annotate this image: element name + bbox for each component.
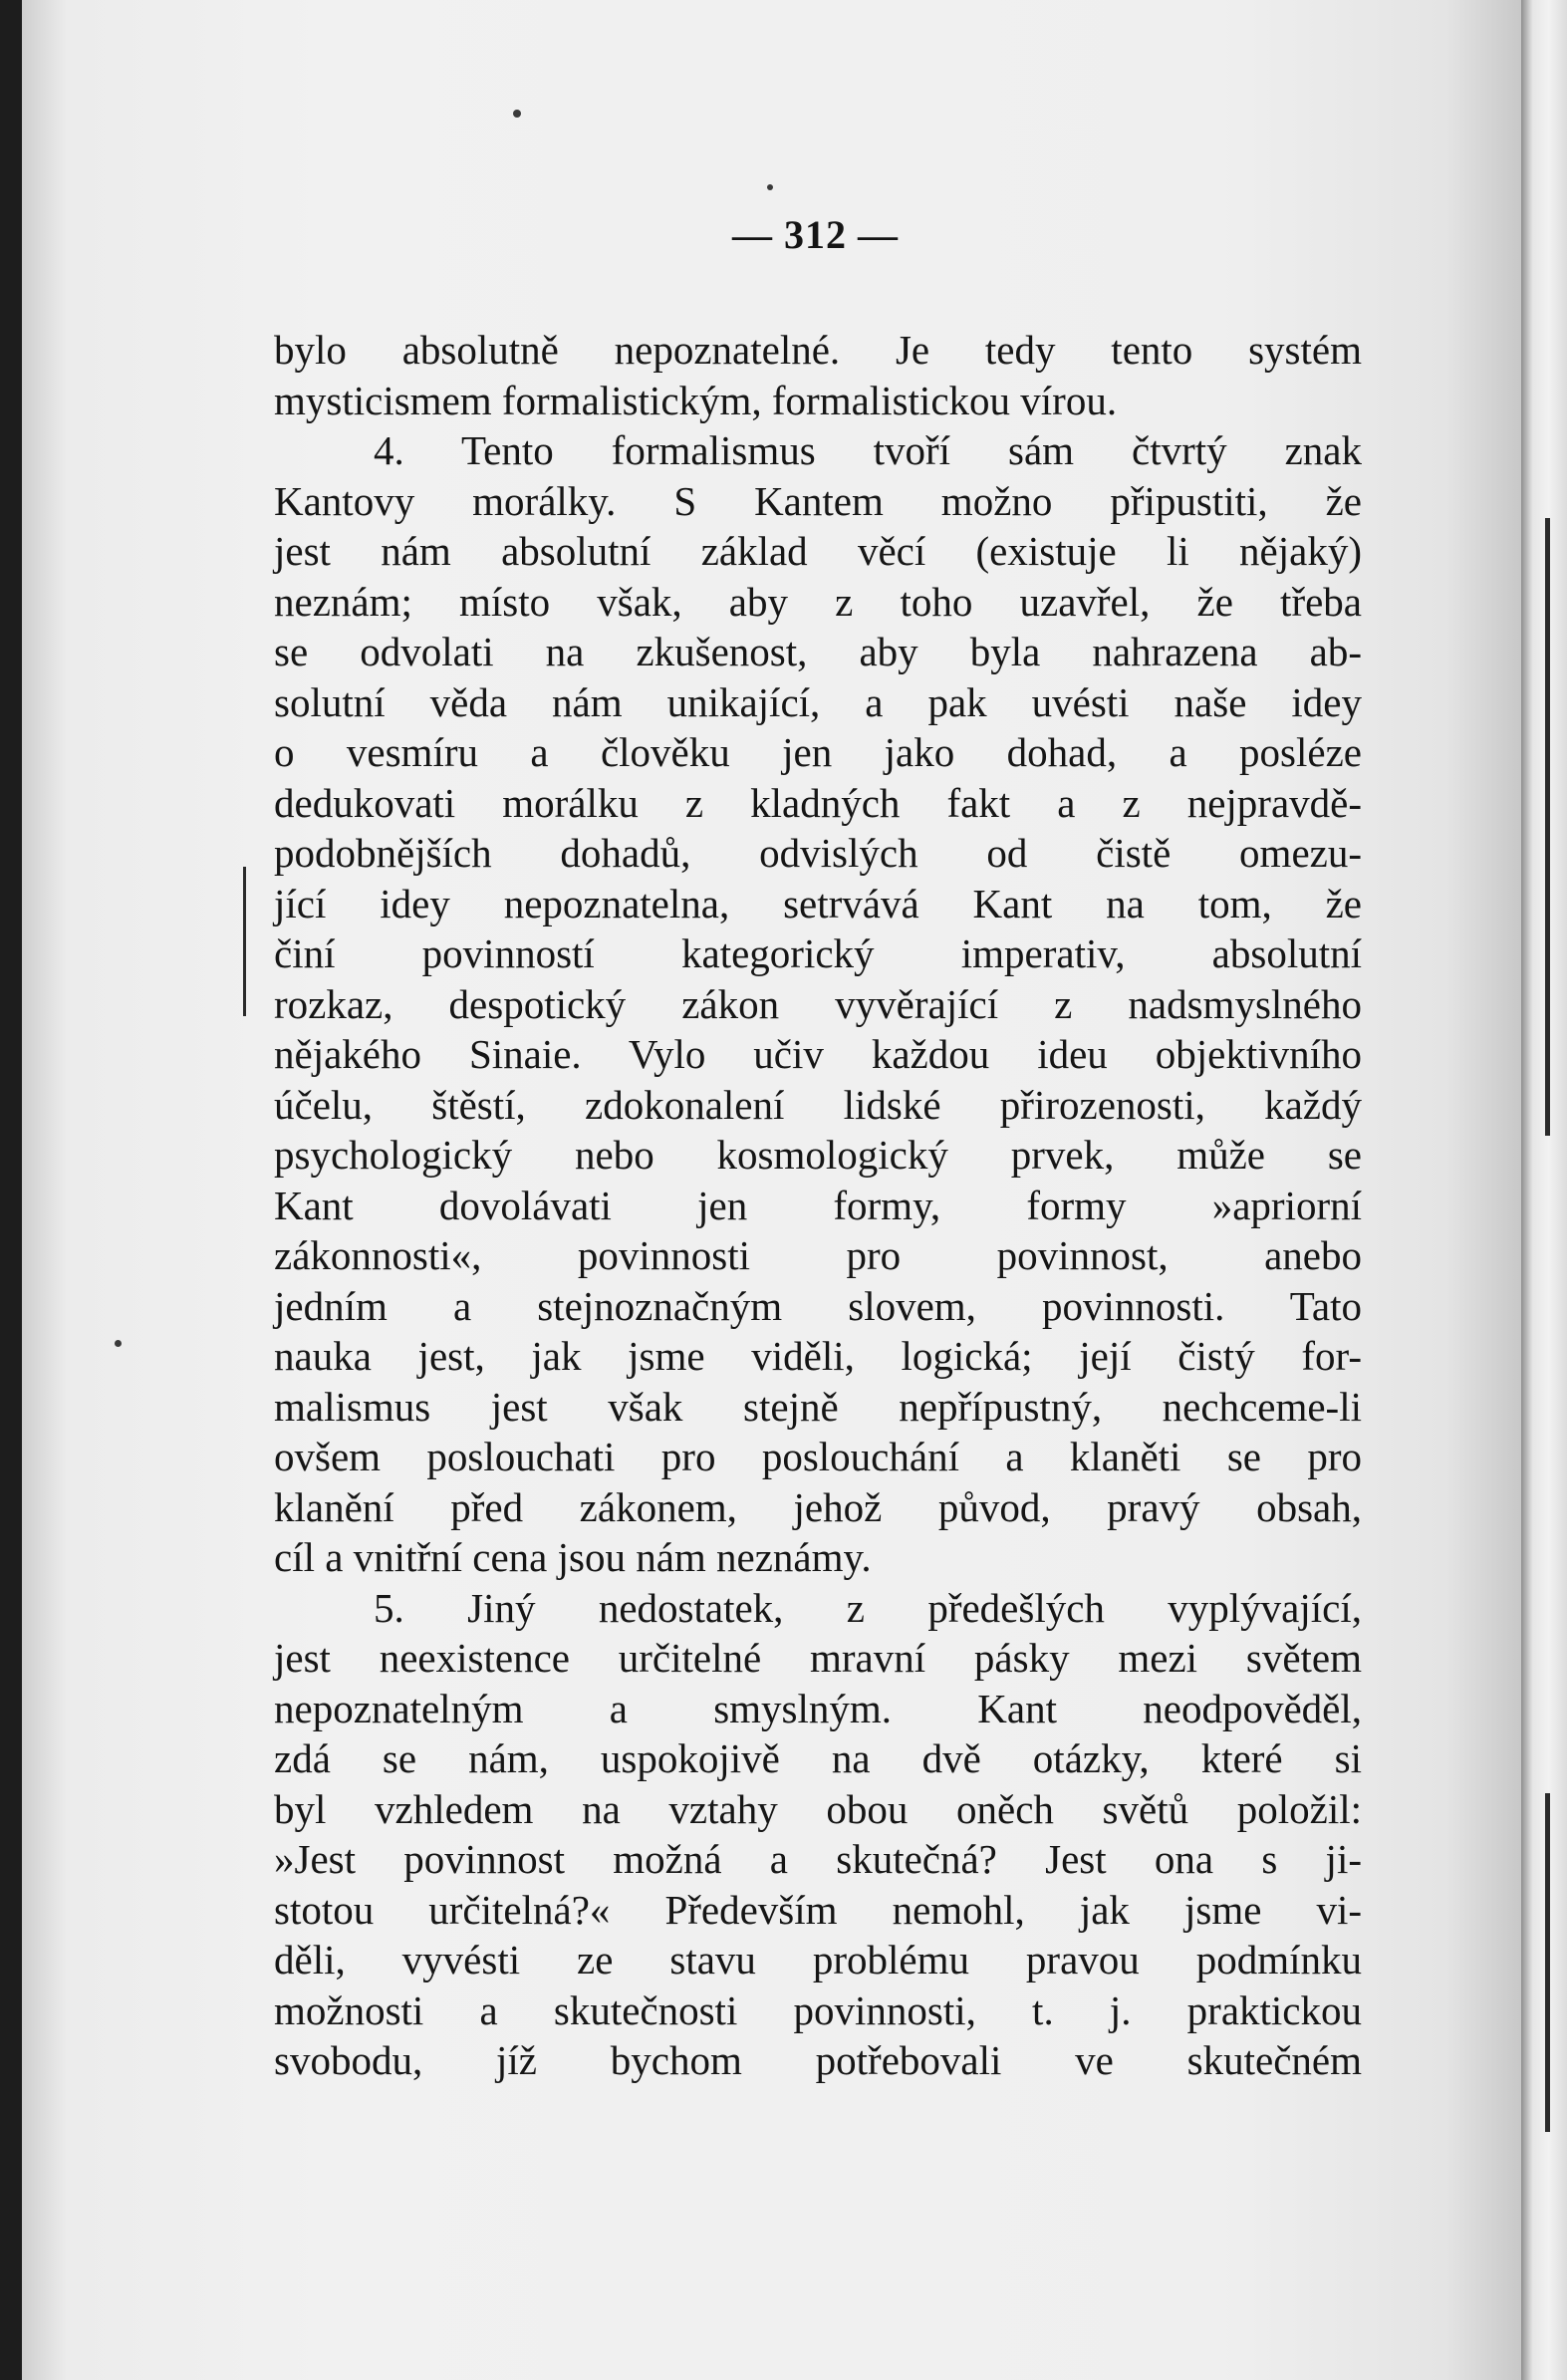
text-line: jest neexistence určitelné mravní pásky mezi světem <box>274 1635 1362 1681</box>
margin-mark <box>243 867 246 1016</box>
text-line: se odvolati na zkušenost, aby byla nahrazena ab- <box>274 629 1362 674</box>
page-number: — 312 — <box>732 212 899 257</box>
text-line: svobodu, jíž bychom potřebovali ve skutečném <box>274 2037 1362 2083</box>
text-line: zdá se nám, uspokojivě na dvě otázky, které si <box>274 1735 1362 1781</box>
text-line: dedukovati morálku z kladných fakt a z nejpravdě- <box>274 779 1362 826</box>
text-line: děli, vyvésti ze stavu problému pravou podmínku <box>274 1937 1362 1983</box>
text-line: činí povinností kategorický imperativ, absolutní <box>274 930 1362 976</box>
text-line: možnosti a skutečnosti povinnosti, t. j. praktickou <box>274 1986 1362 2033</box>
page-edge-shadow <box>1521 0 1567 2380</box>
text-line: stotou určitelná?« Především nemohl, jak jsme vi- <box>274 1886 1362 1933</box>
text-line: 4. Tento formalismus tvoří sám čtvrtý znak <box>374 427 1362 473</box>
text-line: »Jest povinnost možná a skutečná? Jest ona s ji- <box>274 1836 1362 1882</box>
text-line: jest nám absolutní základ věcí (existuje li nějaký) <box>274 528 1362 574</box>
text-line: malismus jest však stejně nepřípustný, nechceme-li <box>274 1383 1362 1430</box>
text-line: Kantovy morálky. S Kantem možno připustiti, že <box>274 477 1362 524</box>
text-line: nauka jest, jak jsme viděli, logická; její čistý for- <box>274 1333 1362 1379</box>
margin-mark <box>1545 518 1550 1136</box>
text-line: účelu, štěstí, zdokonalení lidské přirozenosti, každý <box>274 1081 1362 1128</box>
text-line: solutní věda nám unikající, a pak uvésti naše idey <box>274 678 1362 725</box>
page-speck <box>513 110 521 118</box>
text-line: o vesmíru a člověku jen jako dohad, a posléze <box>274 729 1362 775</box>
text-line: jící idey nepoznatelna, setrvává Kant na tom, že <box>274 880 1362 926</box>
text-line: mysticismem formalistickým, formalistickou vírou. <box>274 377 1118 423</box>
text-line: psychologický nebo kosmologický prvek, může se <box>274 1132 1362 1178</box>
text-line: ovšem poslouchati pro poslouchání a klaněti se pro <box>274 1434 1362 1479</box>
page-speck <box>115 1340 122 1347</box>
text-line: nějakého Sinaie. Vylo učiv každou ideu objektivního <box>274 1031 1362 1077</box>
text-line: nepoznatelným a smyslným. Kant neodpověděl, <box>274 1685 1362 1731</box>
text-line: klanění před zákonem, jehož původ, pravý obsah, <box>274 1483 1362 1530</box>
body-text <box>274 325 1362 2086</box>
text-line: podobnějších dohadů, odvislých od čistě omezu- <box>274 830 1362 876</box>
text-line: zákonnosti«, povinnosti pro povinnost, anebo <box>274 1232 1362 1278</box>
text-line: byl vzhledem na vztahy obou oněch světů položil: <box>274 1785 1362 1832</box>
text-line: bylo absolutně nepoznatelné. Je tedy tento systém <box>274 327 1362 373</box>
text-line: jedním a stejnoznačným slovem, povinnosti. Tato <box>274 1282 1362 1329</box>
text-line: 5. Jiný nedostatek, z předešlých vyplývající, <box>374 1584 1362 1631</box>
page-speck <box>767 184 773 190</box>
margin-mark <box>1545 1793 1550 2132</box>
text-line: Kant dovolávati jen formy, formy »apriorní <box>274 1182 1362 1228</box>
text-line: cíl a vnitřní cena jsou nám neznámy. <box>274 1534 872 1580</box>
text-line: neznám; místo však, aby z toho uzavřel, že třeba <box>274 578 1362 625</box>
text-line: rozkaz, despotický zákon vyvěrající z nadsmyslného <box>274 980 1362 1027</box>
